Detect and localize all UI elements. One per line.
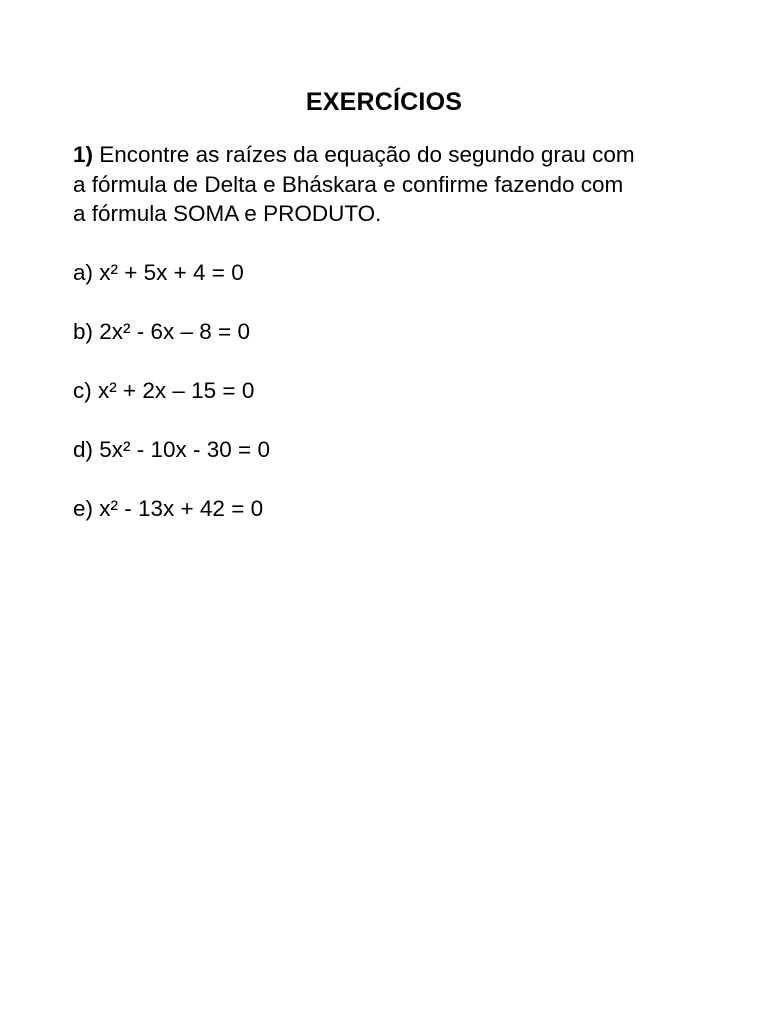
question-statement [73, 140, 713, 229]
page-title: EXERCÍCIOS [305, 88, 463, 116]
question-text-line-3: a fórmula SOMA e PRODUTO. [73, 201, 382, 226]
question-text-line-1: Encontre as raízes da equação do segundo grau com [99, 142, 635, 167]
equation-item-c: c) x² + 2x – 15 = 0 [73, 378, 255, 403]
equation-item-b: b) 2x² - 6x – 8 = 0 [73, 319, 250, 344]
equation-item-e: e) x² - 13x + 42 = 0 [73, 496, 264, 521]
question-text-line-2: a fórmula de Delta e Bháskara e confirme fazendo com [73, 171, 624, 197]
equation-list [73, 258, 693, 553]
equation-item-d: d) 5x² - 10x - 30 = 0 [73, 437, 270, 462]
equation-item-a: a) x² + 5x + 4 = 0 [73, 260, 244, 285]
question-number: 1) [73, 142, 94, 167]
